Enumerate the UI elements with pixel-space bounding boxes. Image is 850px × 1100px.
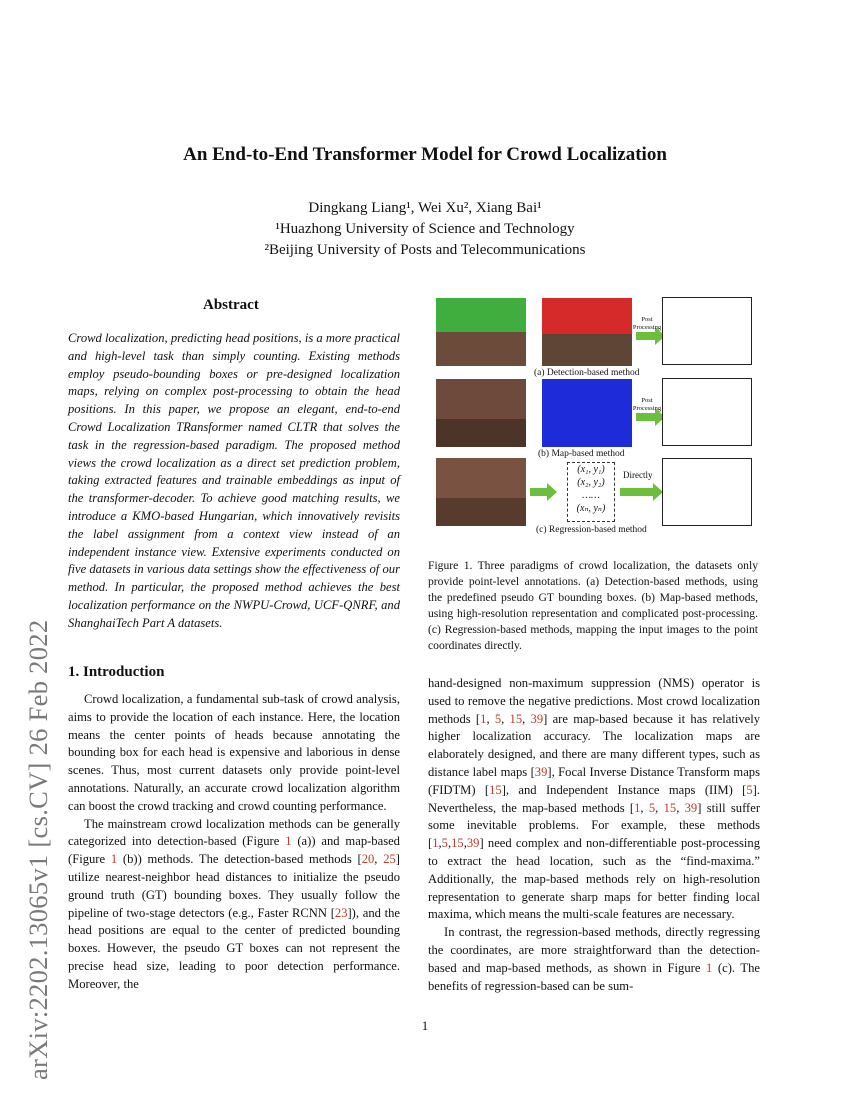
coordinate-n: (xₙ, yₙ) [576,503,606,514]
coordinate-ellipsis: …… [582,490,600,501]
paper-title: An End-to-End Transformer Model for Crowd Localization [183,144,667,165]
text-run: , [522,711,531,726]
figure-label-c: (c) Regression-based method [536,525,647,535]
affiliation-1: ¹Huazhong University of Science and Technology [275,221,575,237]
citation-link[interactable]: 20 [361,852,375,867]
citation-link[interactable]: 23 [334,905,348,920]
text-run: ] are map-based because it has relatively higher localization accuracy. The localization maps are elaborately designed, and there are many different types, such as distance label maps [ [428,711,760,779]
intro-paragraph-3: hand-designed non-maximum suppression (NMS) operator is used to remove the negative predictions. Most crowd localization methods [1, 5, 15, 39] are map-based because it has relatively higher localization accuracy. The localization maps are elaborately designed, and there are many different types, such as distance label maps [39], Focal Inverse Distance Transform maps (FIDTM) [15], and Independent Instance maps (IIM) [5]. Nevertheless, the map-based methods [1, 5, 15, 39] still suffer some inevitable problems. For example, these methods [1,5,15,39] need complex and non-differentiable post-processing to extract the head location, such as the “find-maxima.” Additionally, the map-based methods rely on high-resolution representation to generate sharp maps for better finding local maxima, which means the multi-scale features are necessary. [428,676,761,922]
figure-1 [430,296,760,541]
arrow-right-icon [636,332,656,340]
citation-link[interactable]: 15 [663,800,677,815]
intro-column-left [68,691,400,994]
affiliation-2: ²Beijing University of Posts and Telecommunications [264,242,586,258]
figure-label-a: (a) Detection-based method [534,368,640,378]
text-run: ], Focal Inverse Distance Transform maps (FIDTM) [ [428,764,760,797]
citation-link[interactable]: 25 [383,852,396,867]
arrow-right-icon [636,413,656,421]
text-run: In contrast, the regression-based methods, directly regressing the coordinates, are more straightforward than the detection-based and map-based methods, as shown in Figure [428,925,760,975]
citation-link[interactable]: 1 [432,836,439,851]
output-points-c [662,458,752,526]
text-run: , [655,800,664,815]
post-processing-label-a: Post Processing [632,316,662,331]
output-points-b [662,378,752,446]
output-points-a [662,297,752,365]
text-run: ] utilize nearest-neighbor head distances to initialize the pseudo ground truth (GT) bounding boxes. They usually follow the pipeline of two-stage detectors (e.g., Faster RCNN [ [68,852,400,920]
arxiv-sidebar-stamp: arXiv:2202.13065v1 [cs.CV] 26 Feb 2022 [23,619,53,1080]
abstract-text: Crowd localization, predicting head positions, is a more practical and high-level task than simply counting. Existing methods employ pseudo-bounding boxes or pre-designed localization maps, relying on complex post-processing to obtain the head positions. In this paper, we propose an elegant, end-to-end Crowd Localization TRansformer named CLTR that solves the task in the regression-based paradigm. The proposed method views the crowd localization as a direct set prediction problem, taking extracted features and trainable embeddings as input of the transformer-decoder. To achieve good matching results, we introduce a KMO-based Hungarian, which innovatively revisits the label assignment from a context view instead of an independent instance view. Extensive experiments conducted on five datasets in various data settings show the effectiveness of our method. In particular, the proposed method achieves the best localization performance on the NWPU-Crowd, UCF-QNRF, and ShanghaiTech Part A datasets. [68,331,400,630]
citation-link[interactable]: 39 [534,764,548,779]
intro-paragraph-2 [68,816,400,994]
text-run: ]), and the head positions are equal to the center of predicted bounding boxes. However, the pseudo GT boxes can not represent the precise head size, leading to poor detection performance. Moreover, the [68,905,400,991]
crowd-image-regression-input [436,458,526,526]
text-run: ]. Nevertheless, the map-based methods [ [428,782,760,815]
heatmap-image [542,379,632,447]
citation-link[interactable]: 39 [530,711,544,726]
crowd-image-map-input [436,379,526,447]
author-names: Dingkang Liang¹, Wei Xu², Xiang Bai¹ [308,200,542,216]
coordinate-1: (x₁, y₁) [577,464,605,475]
text-run: , [501,711,510,726]
figure-ref-link[interactable]: 1 [706,960,713,975]
intro-heading: 1. Introduction [68,664,165,680]
citation-link[interactable]: 15 [451,836,464,851]
intro-paragraph-1: Crowd localization, a fundamental sub-task of crowd analysis, aims to provide the location of each instance. Here, the location means the center points of heads because annotating the bounding box for each head is expensive and laborious in dense scenes. Thus, most current datasets only provide point-level annotations. Naturally, an accurate crowd localization algorithm can boost the crowd tracking and crowd counting performance. [68,692,400,813]
directly-label: Directly [623,470,653,480]
text-run: , [374,852,384,867]
text-run: (b)) methods. The detection-based methods [ [117,852,362,867]
coordinate-list-box [567,462,615,522]
page-number: 1 [421,1018,429,1033]
citation-link[interactable]: 5 [494,711,502,726]
citation-link[interactable]: 5 [746,782,753,797]
text-run: The mainstream crowd localization methods can be generally categorized into detection-based (Figure [68,816,400,849]
citation-link[interactable]: 1 [480,711,487,726]
text-run: (c). The benefits of regression-based can be sum- [428,960,760,993]
citation-link[interactable]: 5 [441,836,448,851]
post-processing-label-b: Post Processing [632,397,662,412]
figure-caption: Figure 1. Three paradigms of crowd localization, the datasets only provide point-level annotations. (a) Detection-based methods, using the predefined pseudo GT bounding boxes. (b) Map-based methods, using high-resolution representation and complicated post-processing. (c) Regression-based methods, mapping the input images to the point coordinates directly. [428,559,758,652]
figure-ref-link[interactable]: 1 [285,834,292,849]
crowd-image-detection-boxes [542,298,632,366]
abstract-heading: Abstract [203,297,259,313]
text-run: ] still suffer some inevitable problems. For example, these methods [ [428,800,761,851]
text-run: , [486,711,495,726]
text-run: , [640,800,649,815]
intro-paragraph-4 [428,924,760,995]
citation-link[interactable]: 39 [466,836,480,851]
arrow-right-icon [620,488,654,496]
text-run: hand-designed non-maximum suppression (NMS) operator is used to remove the negative predictions. Most crowd localization methods [ [428,676,760,726]
citation-link[interactable]: 15 [509,711,523,726]
figure-ref-link[interactable]: 1 [110,852,118,867]
intro-column-right [428,675,760,995]
citation-link[interactable]: 15 [489,782,502,797]
arrow-right-icon [530,488,548,496]
citation-link[interactable]: 5 [648,800,656,815]
text-run: ], and Independent Instance maps (IIM) [ [501,782,747,797]
citation-link[interactable]: 1 [634,800,641,815]
text-run: , [676,800,685,815]
figure-label-b: (b) Map-based method [538,449,625,459]
author-block [0,198,850,261]
text-run: (a)) and map-based (Figure [68,834,400,867]
crowd-image-detection-input [436,298,526,366]
text-run: ] need complex and non-differentiable post-processing to extract the head location, such as the “find-maxima.” Additionally, the map-based methods rely on high-resolution representation to generate sharp maps for better finding local maxima, which means the multi-scale features are necessary. [428,836,760,922]
citation-link[interactable]: 39 [684,800,698,815]
coordinate-2: (x₂, y₂) [577,477,605,488]
